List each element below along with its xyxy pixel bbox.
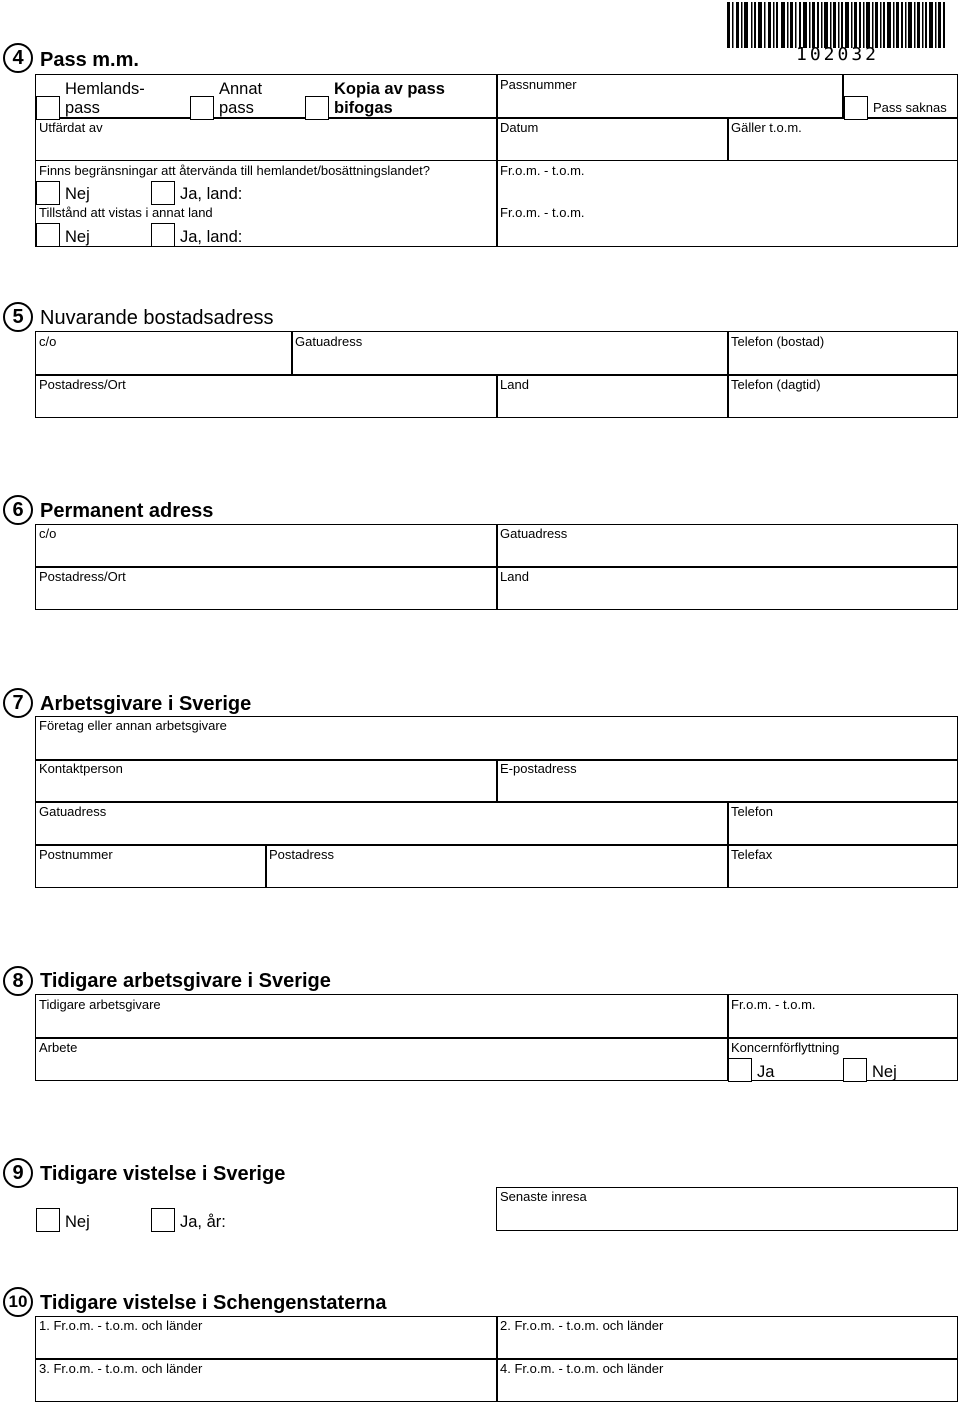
restriction-nej-label: Nej [65, 185, 90, 203]
postnummer-label: Postnummer [39, 847, 113, 862]
permit-nej-label: Nej [65, 228, 90, 246]
bostad-co-label: c/o [39, 334, 57, 349]
arbetsgivare-gatuadress-label: Gatuadress [39, 804, 107, 819]
schengen-period-4-label: 4. Fr.o.m. - t.o.m. och länder [500, 1361, 664, 1376]
telefon-dagtid-label: Telefon (dagtid) [731, 377, 821, 392]
tidigare-arbetsgivare-label: Tidigare arbetsgivare [39, 997, 161, 1012]
vistelse-nej-label: Nej [65, 1213, 90, 1231]
section-title-pass: Pass m.m. [40, 49, 139, 71]
permanent-land-label: Land [500, 569, 529, 584]
pass-saknas-label: Pass saknas [873, 100, 947, 115]
permit-question: Tillstånd att vistas i annat land [39, 205, 213, 220]
restriction-ja-checkbox[interactable] [151, 181, 175, 205]
vistelse-nej-checkbox[interactable] [36, 1208, 60, 1232]
section-title-permanent: Permanent adress [40, 500, 214, 522]
barcode-number: 102032 [796, 44, 880, 65]
permit-ja-checkbox[interactable] [151, 223, 175, 247]
bostad-gatuadress-label: Gatuadress [295, 334, 363, 349]
permanent-gatuadress-label: Gatuadress [500, 526, 568, 541]
kopia-pass-label-2: bifogas [334, 99, 393, 117]
restriction-from-tom-label: Fr.o.m. - t.o.m. [500, 163, 585, 178]
section-number-4: 4 [3, 43, 33, 73]
restriction-nej-checkbox[interactable] [36, 181, 60, 205]
section-title-tidigare-arbetsgivare: Tidigare arbetsgivare i Sverige [40, 970, 331, 992]
section-number-7: 7 [3, 688, 33, 718]
section-title-schengen: Tidigare vistelse i Schengenstaterna [40, 1292, 387, 1314]
section-title-vistelse-sverige: Tidigare vistelse i Sverige [40, 1163, 286, 1185]
hemlandspass-label-2: pass [65, 99, 100, 117]
section-number-6: 6 [3, 495, 33, 525]
arbetsgivare-telefon-label: Telefon [731, 804, 773, 819]
koncern-ja-label: Ja [757, 1063, 775, 1081]
section-number-10: 10 [3, 1287, 33, 1317]
arbetsgivare-postadress-label: Postadress [269, 847, 335, 862]
schengen-period-3-label: 3. Fr.o.m. - t.o.m. och länder [39, 1361, 203, 1376]
annat-pass-checkbox[interactable] [190, 96, 214, 120]
vistelse-ja-checkbox[interactable] [151, 1208, 175, 1232]
section-number-5: 5 [3, 302, 33, 332]
restriction-ja-label: Ja, land: [180, 185, 243, 203]
telefax-label: Telefax [731, 847, 773, 862]
section-title-arbetsgivare: Arbetsgivare i Sverige [40, 693, 252, 715]
permit-nej-checkbox[interactable] [36, 223, 60, 247]
koncern-ja-checkbox[interactable] [728, 1058, 752, 1082]
datum-label: Datum [500, 120, 539, 135]
permanent-postadress-label: Postadress/Ort [39, 569, 126, 584]
utfardat-av-label: Utfärdat av [39, 120, 103, 135]
koncern-nej-label: Nej [872, 1063, 897, 1081]
pass-saknas-checkbox[interactable] [844, 96, 868, 120]
bostad-land-label: Land [500, 377, 529, 392]
permit-ja-label: Ja, land: [180, 228, 243, 246]
galler-tom-label: Gäller t.o.m. [731, 120, 802, 135]
telefon-bostad-label: Telefon (bostad) [731, 334, 825, 349]
schengen-period-2-label: 2. Fr.o.m. - t.o.m. och länder [500, 1318, 664, 1333]
section-number-9: 9 [3, 1158, 33, 1188]
kontaktperson-label: Kontaktperson [39, 761, 123, 776]
koncern-label: Koncernförflyttning [731, 1040, 840, 1055]
foretag-label: Företag eller annan arbetsgivare [39, 718, 227, 733]
epost-label: E-postadress [500, 761, 577, 776]
senaste-inresa-label: Senaste inresa [500, 1189, 587, 1204]
bostad-postadress-label: Postadress/Ort [39, 377, 126, 392]
section-title-bostadsadress: Nuvarande bostadsadress [40, 307, 274, 329]
passnummer-label: Passnummer [500, 77, 577, 92]
section-number-8: 8 [3, 966, 33, 996]
arbete-label: Arbete [39, 1040, 78, 1055]
vistelse-ja-label: Ja, år: [180, 1213, 226, 1231]
koncern-nej-checkbox[interactable] [843, 1058, 867, 1082]
restriction-question: Finns begränsningar att återvända till hemlandet/bosättningslandet? [39, 163, 430, 178]
kopia-pass-checkbox[interactable] [305, 96, 329, 120]
permanent-co-label: c/o [39, 526, 57, 541]
annat-pass-label-1: Annat [219, 80, 263, 98]
kopia-pass-label-1: Kopia av pass [334, 80, 445, 98]
annat-pass-label-2: pass [219, 99, 254, 117]
schengen-period-1-label: 1. Fr.o.m. - t.o.m. och länder [39, 1318, 203, 1333]
permit-from-tom-label: Fr.o.m. - t.o.m. [500, 205, 585, 220]
hemlandspass-label-1: Hemlands- [65, 80, 145, 98]
barcode-image [727, 2, 945, 48]
tidigare-from-tom-label: Fr.o.m. - t.o.m. [731, 997, 816, 1012]
hemlandspass-checkbox[interactable] [36, 96, 60, 120]
